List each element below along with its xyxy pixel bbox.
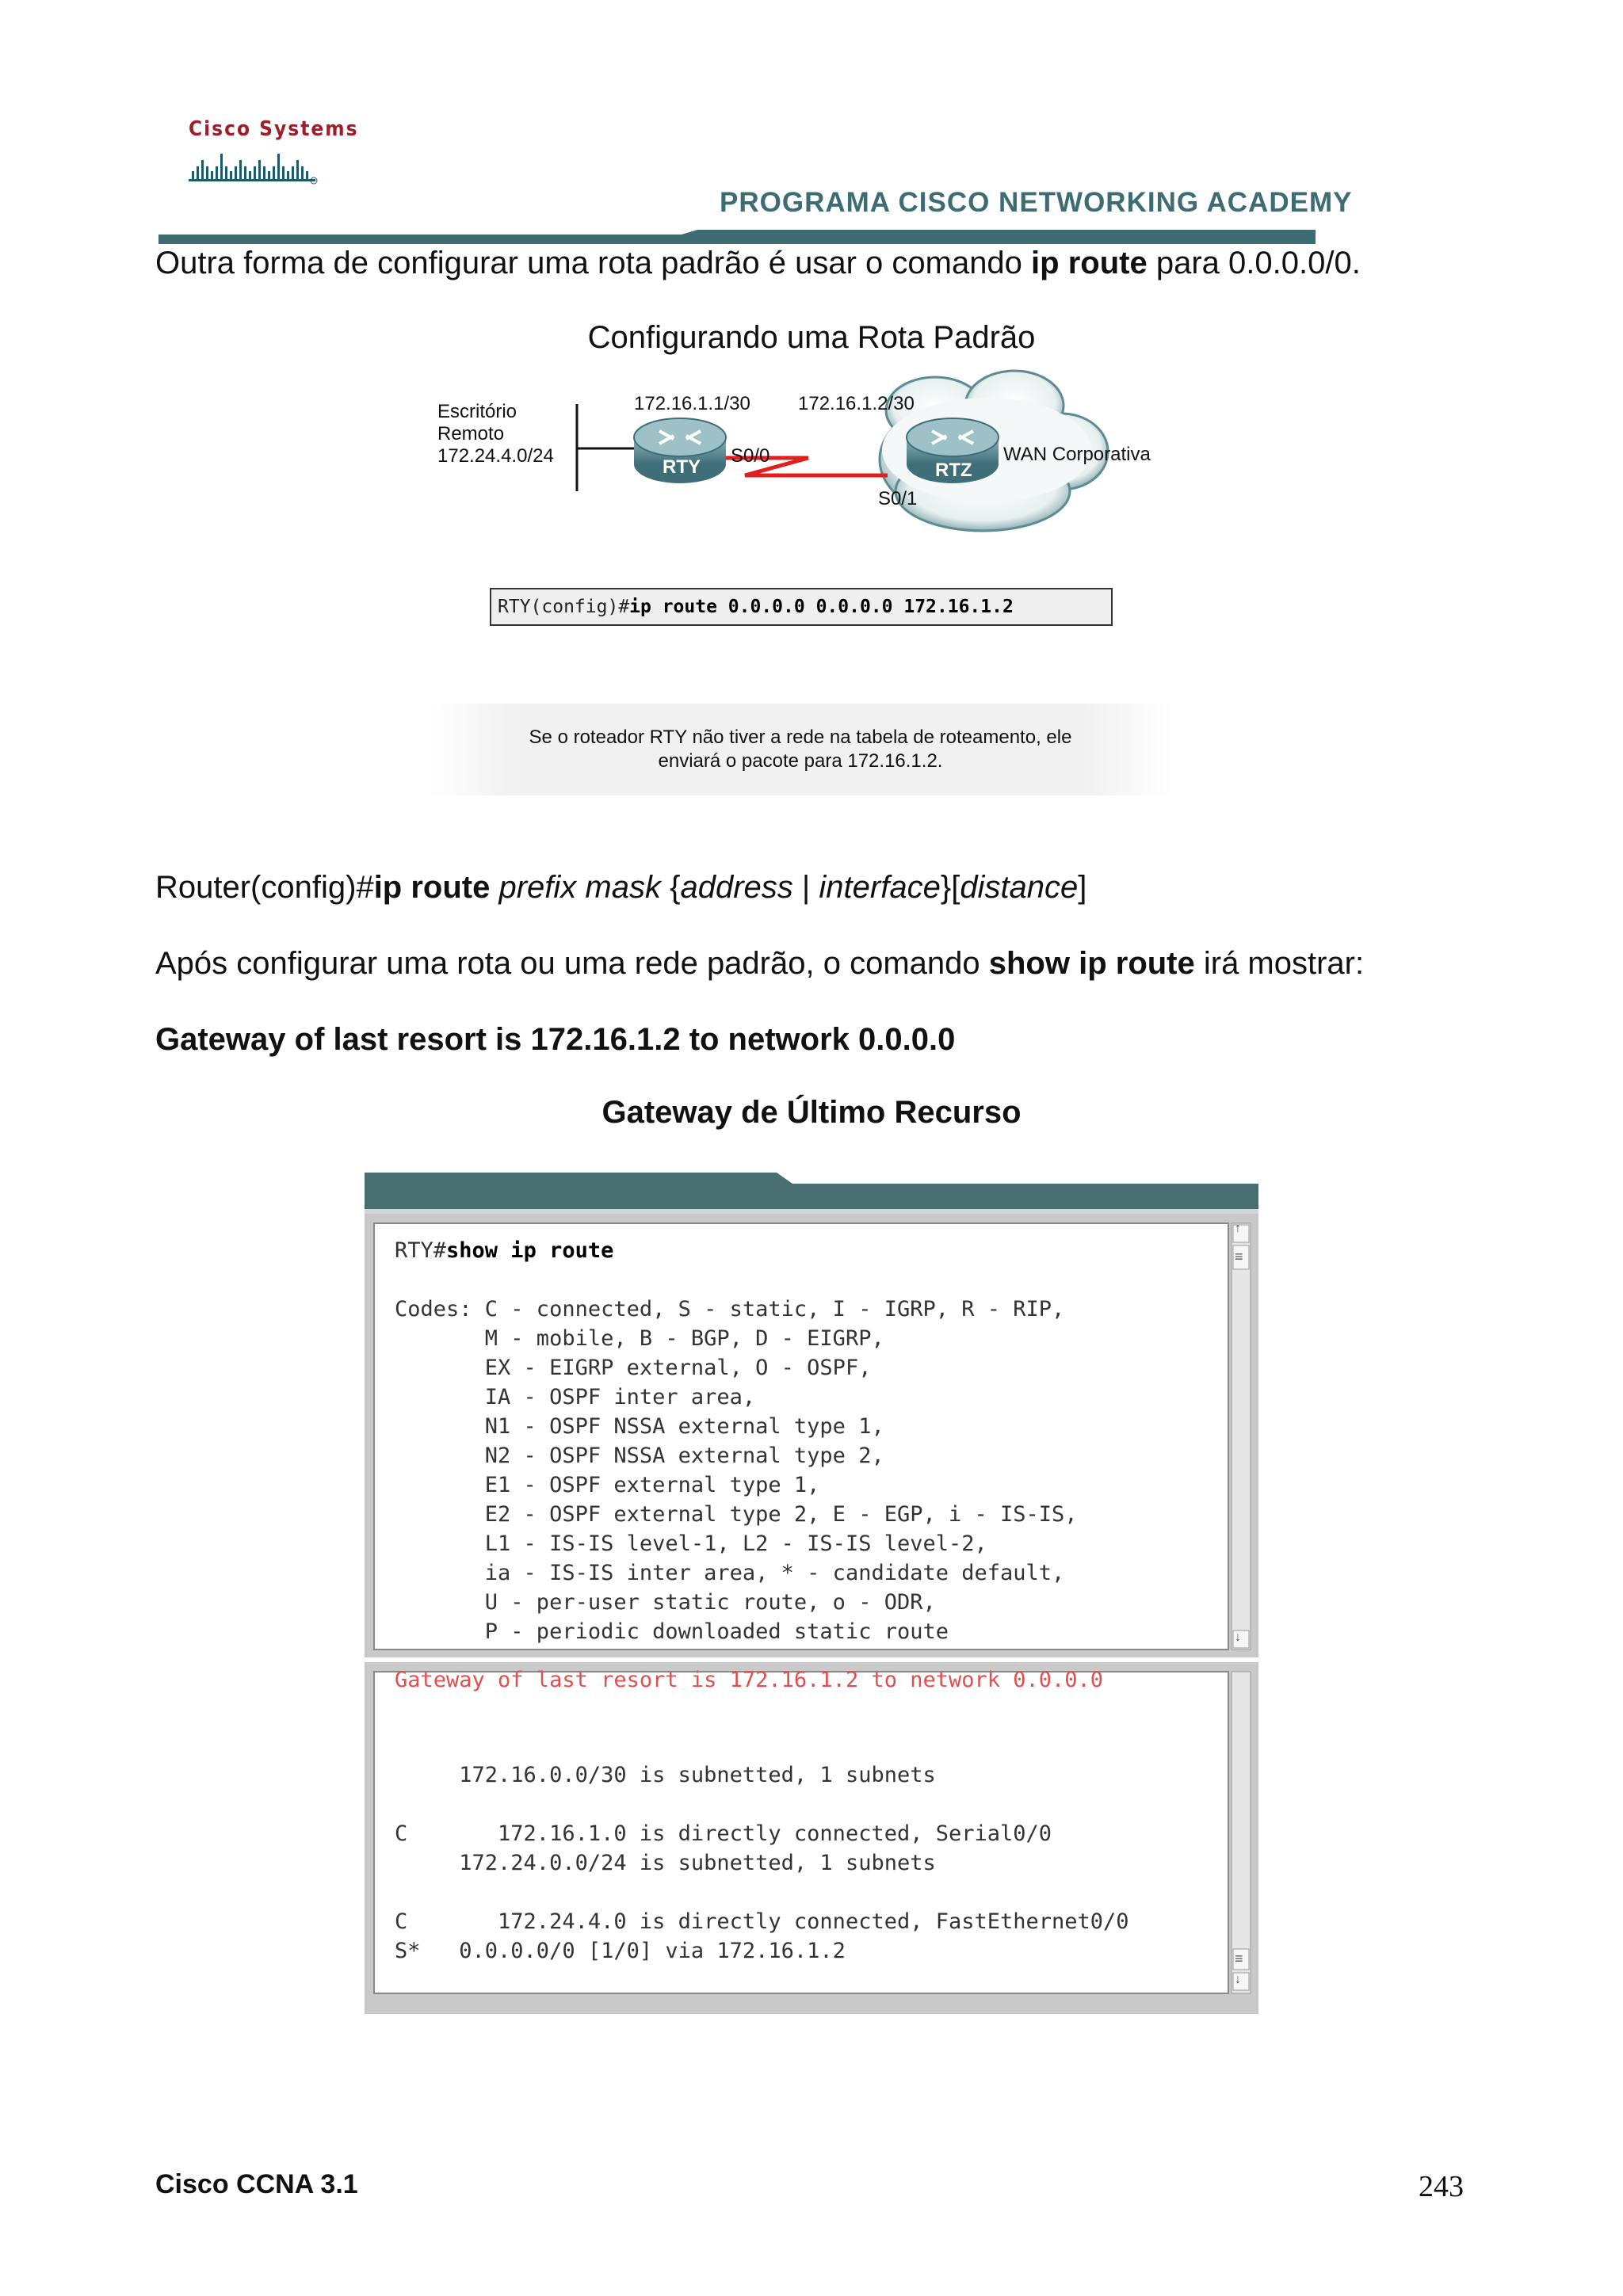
rtz-ip: 172.16.1.2/30 — [798, 393, 915, 414]
rtz-name: RTZ — [935, 460, 972, 481]
rty-name: RTY — [663, 456, 701, 478]
routes-block — [395, 1760, 1129, 1966]
rtz-interface: S0/1 — [878, 488, 918, 509]
route-line: 172.24.0.0/24 is subnetted, 1 subnets — [395, 1851, 936, 1875]
cisco-logo-text — [189, 117, 359, 141]
syntax-bracket-close: ] — [1078, 870, 1087, 905]
header-divider — [158, 230, 1316, 244]
config-command-box — [490, 588, 1113, 626]
codes-line: N2 - OSPF NSSA external type 2, — [395, 1444, 884, 1468]
after-config-text-end: irá mostrar: — [1194, 946, 1365, 981]
syntax-prefix-mask: prefix mask — [498, 870, 661, 905]
cisco-logo-icon — [189, 143, 319, 187]
syntax-pipe: | — [792, 870, 819, 905]
footer-course: Cisco CCNA 3.1 — [155, 2169, 358, 2199]
codes-line: IA - OSPF inter area, — [395, 1385, 756, 1409]
route-line: S* 0.0.0.0/0 [1/0] via 172.16.1.2 — [395, 1939, 846, 1963]
route-line: C 172.16.1.0 is directly connected, Serial0/0 — [395, 1821, 1052, 1846]
terminal-command: show ip route — [446, 1238, 614, 1263]
codes-line: E2 - OSPF external type 2, E - EGP, i - IS-IS, — [395, 1502, 1078, 1527]
logo-wordmark: Cisco Systems — [189, 117, 359, 141]
program-title: PROGRAMA CISCO NETWORKING ACADEMY — [720, 187, 1353, 218]
terminal-prompt-line — [395, 1236, 613, 1265]
scroll-thumb-icon[interactable]: ≡ — [1235, 1249, 1243, 1264]
scroll-down-lower-icon[interactable]: ↓ — [1235, 1973, 1241, 1986]
config-prompt: RTY(config)# — [498, 597, 630, 617]
intro-command: ip route — [1031, 246, 1148, 280]
office-label: Escritório — [437, 401, 517, 422]
figure1-note — [428, 704, 1173, 795]
office-label-2: Remoto — [437, 423, 505, 444]
after-config-paragraph — [155, 944, 1364, 982]
syntax-command: ip route — [373, 870, 491, 905]
syntax-brace-open: { — [660, 870, 681, 905]
gateway-line: Gateway of last resort is 172.16.1.2 to network 0.0.0.0 — [155, 1022, 956, 1057]
codes-line: Codes: C - connected, S - static, I - IGRP, R - RIP, — [395, 1297, 1065, 1322]
gateway-output: Gateway of last resort is 172.16.1.2 to network 0.0.0.0 — [395, 1668, 1104, 1692]
figure1-title: Configurando uma Rota Padrão — [587, 320, 1036, 355]
route-line — [395, 1878, 1129, 1907]
rty-interface: S0/0 — [731, 445, 770, 467]
syntax-distance: distance — [960, 870, 1079, 905]
route-line — [395, 1790, 1129, 1819]
note-line-1: Se o roteador RTY não tiver a rede na tabela de roteamento, ele — [529, 727, 1072, 748]
codes-line: L1 - IS-IS level-1, L2 - IS-IS level-2, — [395, 1531, 987, 1556]
config-command: ip route 0.0.0.0 0.0.0.0 172.16.1.2 — [629, 597, 1014, 617]
office-network: 172.24.4.0/24 — [437, 445, 554, 467]
rty-ip: 172.16.1.1/30 — [634, 393, 750, 414]
syntax-brace-close: }[ — [940, 870, 960, 905]
codes-line: M - mobile, B - BGP, D - EIGRP, — [395, 1326, 884, 1351]
syntax-space — [490, 870, 498, 905]
route-line: 172.16.0.0/30 is subnetted, 1 subnets — [395, 1763, 936, 1787]
syntax-line — [155, 868, 1086, 906]
network-diagram — [428, 357, 1197, 547]
wan-label: WAN Corporativa — [1003, 444, 1151, 465]
syntax-prompt: Router(config)# — [155, 870, 374, 905]
syntax-interface: interface — [819, 870, 941, 905]
route-line: C 172.24.4.0 is directly connected, FastEthernet0/0 — [395, 1909, 1129, 1934]
after-config-text: Após configurar uma rota ou uma rede padrão, o comando — [155, 946, 989, 981]
codes-line: U - per-user static route, o - ODR, — [395, 1590, 936, 1615]
note-line-2: enviará o pacote para 172.16.1.2. — [658, 750, 943, 772]
figure2-title: Gateway de Último Recurso — [601, 1095, 1022, 1130]
codes-line: E1 - OSPF external type 1, — [395, 1473, 820, 1497]
intro-text-end: para 0.0.0.0/0. — [1147, 246, 1361, 280]
intro-paragraph — [155, 244, 1361, 282]
codes-line: P - periodic downloaded static route — [395, 1619, 949, 1644]
scroll-up-icon[interactable]: ↑ — [1235, 1222, 1241, 1235]
codes-line: EX - EIGRP external, O - OSPF, — [395, 1356, 872, 1380]
syntax-address: address — [680, 870, 793, 905]
codes-line: ia - IS-IS inter area, * - candidate default, — [395, 1561, 1065, 1585]
intro-text: Outra forma de configurar uma rota padrão é usar o comando — [155, 246, 1032, 280]
codes-block — [395, 1295, 1078, 1646]
page-number: 243 — [1419, 2170, 1464, 2203]
codes-line: N1 - OSPF NSSA external type 1, — [395, 1414, 884, 1439]
after-config-command: show ip route — [988, 946, 1195, 981]
terminal-window — [365, 1173, 1258, 2014]
scroll-thumb-lower-icon[interactable]: ≡ — [1235, 1951, 1243, 1966]
terminal-prompt: RTY# — [395, 1238, 447, 1263]
scroll-down-icon[interactable]: ↓ — [1235, 1630, 1241, 1644]
